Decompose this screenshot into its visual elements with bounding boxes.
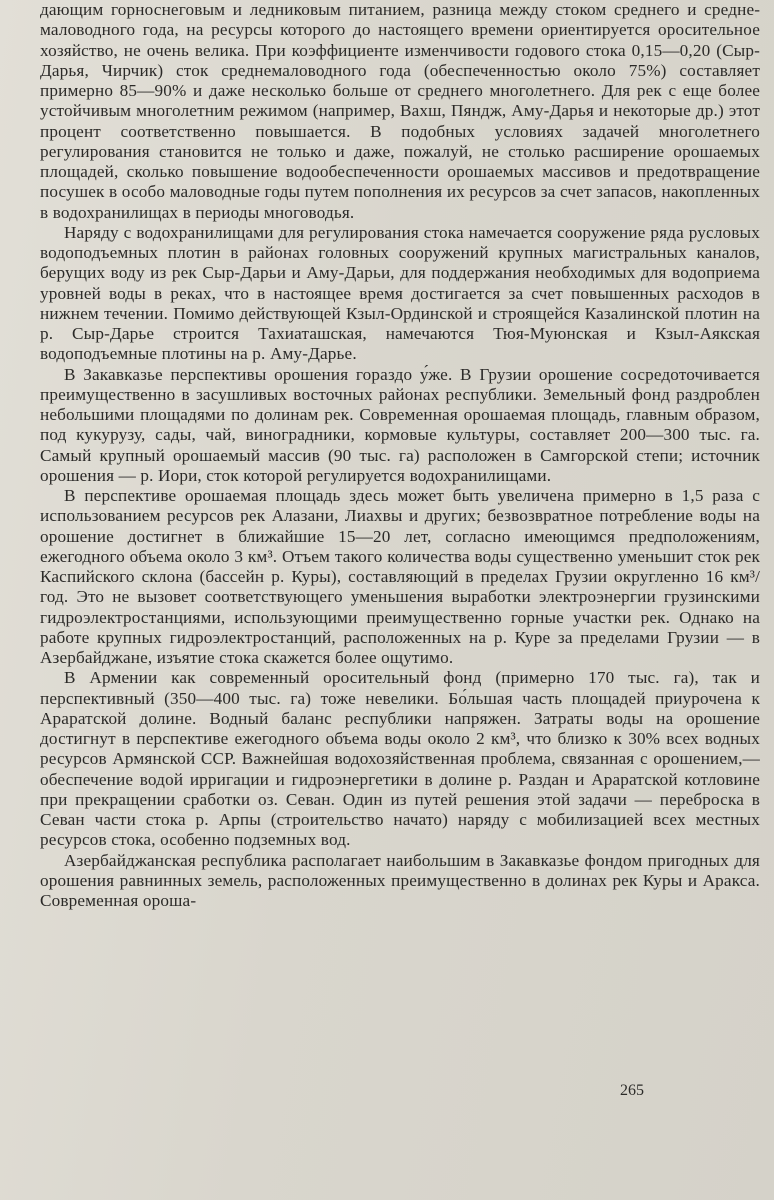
body-text bbox=[40, 0, 760, 911]
paragraph-georgia-perspective: В перспективе орошаемая площадь здесь может быть увеличена примерно в 1,5 раза с использованием ресурсов рек Алазани, Лиахвы и других; безвозвратное потребление воды на орошение достигнет в ближайшие 15—20 лет, согласно имеющимся предположениям, ежегодного объема около 3 км³. Отъем такого количества воды существенно уменьшит сток рек Каспийского склона (бассейн р. Куры), составляющий в пределах Грузии округленно 16 км³/год. Это не вызовет соответствующего уменьшения выработки электроэнергии грузинскими гидроэлектростанциями, использующими преимущественно горные участки рек. Однако на работе крупных гидроэлектростанций, расположенных на р. Куре за пределами Грузии — в Азербайджане, изъятие стока скажется более ощутимо. bbox=[40, 486, 760, 667]
paragraph-transcaucasia-georgia: В Закавказье перспективы орошения гораздо у́же. В Грузии орошение сосредоточивается преимущественно в засушливых восточных районах республики. Земельный фонд раздроблен небольшими площадями по долинам рек. Современная орошаемая площадь, главным образом, под кукурузу, сады, чай, виноградники, кормовые культуры, составляет 200—300 тыс. га. Самый крупный орошаемый массив (90 тыс. га) расположен в Самгорской степи; источник орошения — р. Иори, сток которой регулируется водохранилищами. bbox=[40, 364, 760, 485]
paragraph-continuation: дающим горноснеговым и ледниковым питанием, разница между стоком среднего и среднемаловодного года, на ресурсы которого до настоящего времени ориентируется оросительное хозяйство, не очень велика. При коэффициенте изменчивости годового стока 0,15—0,20 (Сыр-Дарья, Чирчик) сток среднемаловодного года (обеспеченностью около 75%) составляет примерно 85—90% и даже несколько больше от среднего многолетнего. Для рек с еще более устойчивым многолетним режимом (например, Вахш, Пяндж, Аму-Дарья и некоторые др.) этот процент соответственно повышается. В подобных условиях задачей многолетнего регулирования становится не только и даже, пожалуй, не столько расширение орошаемых площадей, сколько повышение водообеспеченности орошаемых массивов и предотвращение посушек в особо маловодные годы путем пополнения их ресурсов за счет запасов, накопленных в водохранилищах в периоды многоводья. bbox=[40, 0, 760, 222]
paragraph-dams: Наряду с водохранилищами для регулирования стока намечается сооружение ряда русловых водоподъемных плотин в районах головных сооружений крупных магистральных каналов, берущих воду из рек Сыр-Дарьи и Аму-Дарьи, для поддержания необходимых для водоприема уровней воды в реках, что в настоящее время достигается за счет повышенных расходов в нижнем течении. Помимо действующей Кзыл-Ординской и строящейся Казалинской плотин на р. Сыр-Дарье строится Тахиаташская, намечаются Тюя-Муюнская и Кзыл-Аякская водоподъемные плотины на р. Аму-Дарье. bbox=[40, 222, 760, 364]
paragraph-armenia: В Армении как современный оросительный фонд (примерно 170 тыс. га), так и перспективный (350—400 тыс. га) тоже невелики. Бо́льшая часть площадей приурочена к Араратской долине. Водный баланс республики напряжен. Затраты воды на орошение достигнут в перспективе ежегодного объема воды около 2 км³, что близко к 30% всех водных ресурсов Армянской ССР. Важнейшая водохозяйственная проблема, связанная с орошением,— обеспечение водой ирригации и гидроэнергетики в долине р. Раздан и Араратской котловине при прекращении сработки оз. Севан. Один из путей решения этой задачи — переброска в Севан части стока р. Арпы (строительство начато) наряду с мобилизацией всех местных ресурсов стока, особенно подземных вод. bbox=[40, 668, 760, 850]
page-number: 265 bbox=[620, 1082, 644, 1099]
paragraph-azerbaijan: Азербайджанская республика располагает наибольшим в Закавказье фондом пригодных для орошения равнинных земель, расположенных преимущественно в долинах рек Куры и Аракса. Современная ороша- bbox=[40, 850, 760, 910]
